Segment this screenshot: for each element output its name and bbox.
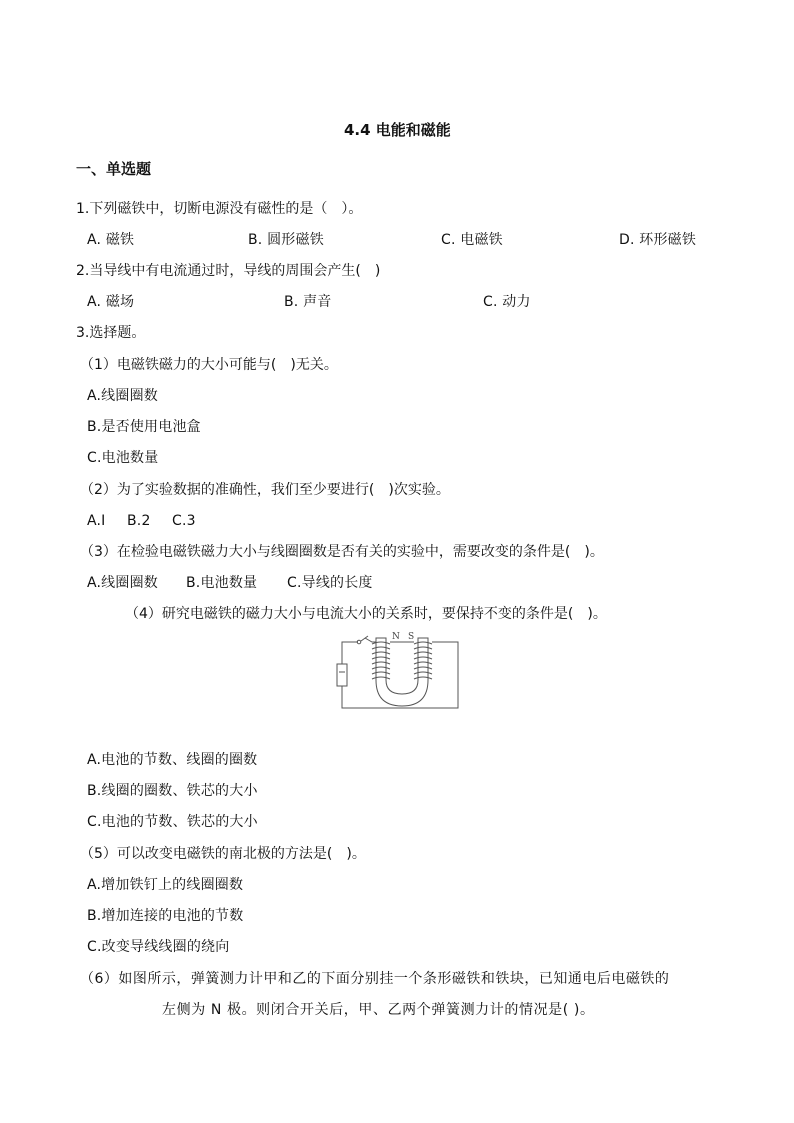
question-3-1-option-c: C.电池数量: [87, 450, 159, 466]
question-3-4-option-b: B.线圈的圈数、铁芯的大小: [87, 783, 258, 799]
question-3-6-stem-line-2: 左侧为 N 极。则闭合开关后，甲、乙两个弹簧测力计的情况是( )。: [162, 1002, 595, 1018]
question-1-option-d: D. 环形磁铁: [619, 232, 697, 248]
question-2-option-b: B. 声音: [284, 294, 332, 310]
question-3-5-option-b: B.增加连接的电池的节数: [87, 908, 244, 924]
page-title: 4.4 电能和磁能: [344, 121, 451, 139]
question-3-2-option-a: A.I: [87, 513, 106, 529]
question-3-6-stem-line-1: （6）如图所示，弹簧测力计甲和乙的下面分别挂一个条形磁铁和铁块，已知通电后电磁铁的: [80, 971, 670, 987]
question-1-option-b: B. 圆形磁铁: [248, 232, 324, 248]
question-3-4-stem: （4）研究电磁铁的磁力大小与电流大小的关系时，要保持不变的条件是( )。: [125, 606, 607, 622]
question-2-option-c: C. 动力: [483, 294, 531, 310]
figure-label-s: S: [408, 632, 415, 642]
question-3-3-option-c: C.导线的长度: [287, 575, 373, 591]
question-3-3-option-a: A.线圈圈数: [87, 575, 158, 591]
question-1-stem: 1.下列磁铁中，切断电源没有磁性的是（ ）。: [76, 201, 363, 217]
question-3-1-option-a: A.线圈圈数: [87, 388, 158, 404]
question-3-4-option-a: A.电池的节数、线圈的圈数: [87, 752, 258, 768]
electromagnet-circuit-figure: [332, 630, 462, 714]
question-3-2-option-b: B.2: [127, 513, 151, 529]
question-3-3-stem: （3）在检验电磁铁磁力大小与线圈圈数是否有关的实验中，需要改变的条件是( )。: [80, 544, 604, 560]
section-heading: 一、单选题: [76, 160, 152, 178]
question-3-1-stem: （1）电磁铁磁力的大小可能与( )无关。: [80, 357, 338, 373]
question-3-5-stem: （5）可以改变电磁铁的南北极的方法是( )。: [80, 846, 366, 862]
question-3-4-option-c: C.电池的节数、铁芯的大小: [87, 814, 258, 830]
question-3-2-stem: （2）为了实验数据的准确性，我们至少要进行( )次实验。: [80, 482, 450, 498]
question-2-stem: 2.当导线中有电流通过时，导线的周围会产生( ): [76, 263, 381, 279]
question-3-5-option-a: A.增加铁钉上的线圈圈数: [87, 877, 244, 893]
figure-label-n: N: [392, 632, 400, 642]
question-1-option-a: A. 磁铁: [87, 232, 135, 248]
question-3-2-option-c: C.3: [172, 513, 196, 529]
question-2-option-a: A. 磁场: [87, 294, 135, 310]
question-3-1-option-b: B.是否使用电池盒: [87, 419, 201, 435]
question-3-stem: 3.选择题。: [76, 325, 146, 341]
question-1-option-c: C. 电磁铁: [441, 232, 503, 248]
question-3-3-option-b: B.电池数量: [186, 575, 258, 591]
question-3-5-option-c: C.改变导线线圈的绕向: [87, 939, 230, 955]
